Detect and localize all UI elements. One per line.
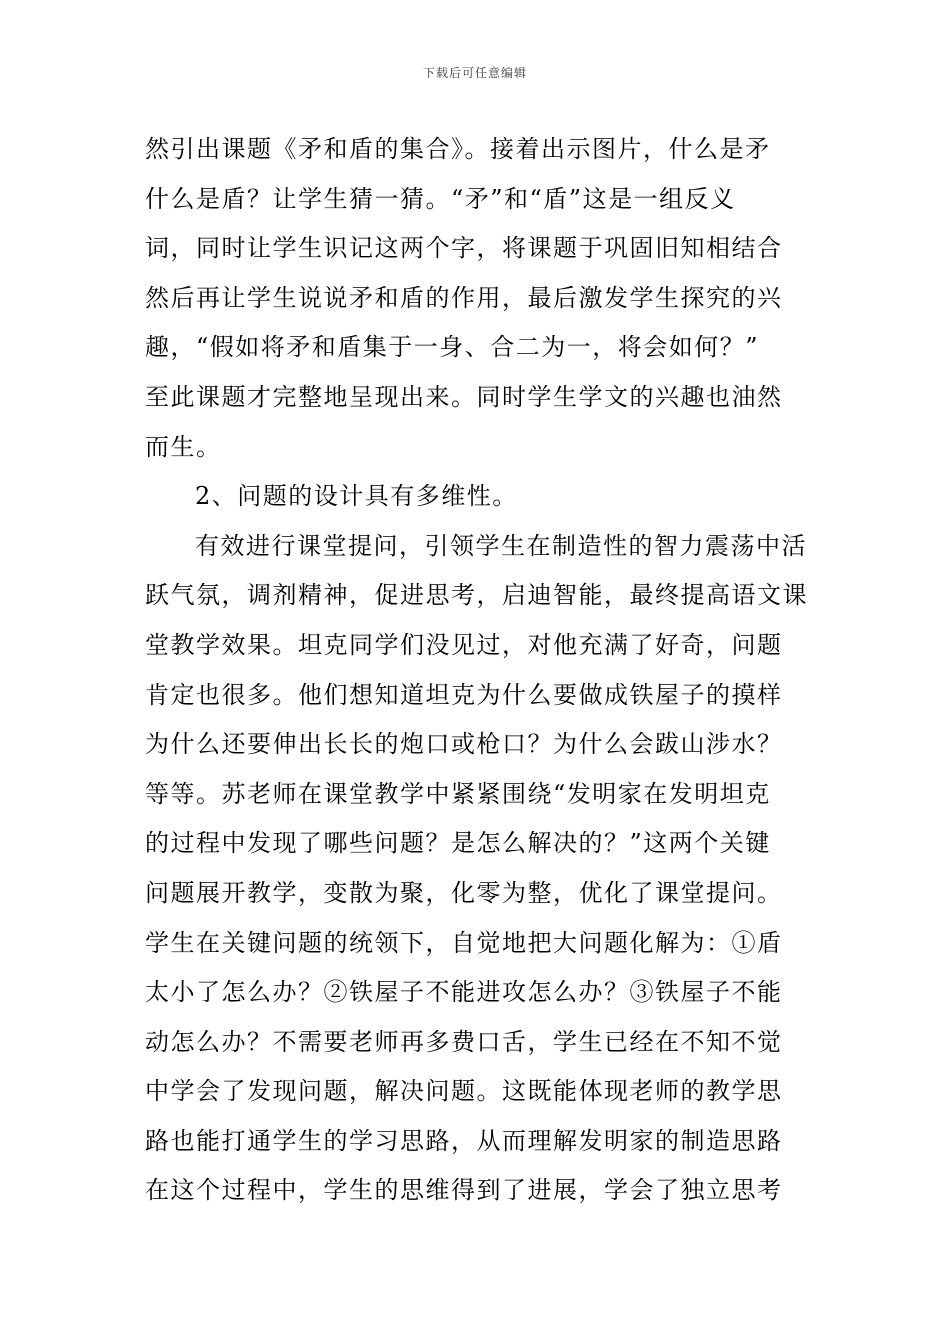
text-line: 路也能打通学生的学习思路，从而理解发明家的制造思路 (145, 1126, 783, 1155)
text-line: 什么是盾？让学生猜一猜。“矛”和“盾”这是一组反义 (145, 184, 736, 213)
text-line: 等等。苏老师在课堂教学中紧紧围绕“发明家在发明坦克 (145, 779, 771, 808)
text-line: 中学会了发现问题，解决问题。这既能体现老师的教学思 (145, 1077, 783, 1106)
page-header: 下载后可任意编辑 (422, 66, 527, 80)
text-line: 而生。 (145, 432, 222, 461)
text-line: 然后再让学生说说矛和盾的作用，最后激发学生探究的兴 (145, 283, 783, 312)
text-line: 的过程中发现了哪些问题？是怎么解决的？”这两个关键 (145, 829, 771, 858)
text-line: 趣，“假如将矛和盾集于一身、合二为一，将会如何？” (145, 333, 760, 362)
section-heading: 2、问题的设计具有多维性。 (195, 482, 518, 511)
text-line: 至此课题才完整地呈现出来。同时学生学文的兴趣也油然 (145, 382, 783, 411)
body-text (145, 125, 807, 1216)
paragraph-first-line: 有效进行课堂提问，引领学生在制造性的智力震荡中活 (195, 531, 807, 560)
text-line: 为什么还要伸出长长的炮口或枪口？为什么会跋山涉水？ (145, 730, 783, 759)
text-line: 在这个过程中，学生的思维得到了进展，学会了独立思考 (145, 1176, 783, 1205)
text-line: 动怎么办？不需要老师再多费口舌，学生已经在不知不觉 (145, 1027, 783, 1056)
text-line: 跃气氛，调剂精神，促进思考，启迪智能，最终提高语文课 (145, 581, 808, 610)
text-line: 太小了怎么办？②铁屋子不能进攻怎么办？③铁屋子不能 (145, 978, 783, 1007)
text-line: 然引出课题《矛和盾的集合》。接着出示图片，什么是矛 (145, 135, 771, 163)
text-line: 问题展开教学，变散为聚，化零为整，优化了课堂提问。 (145, 878, 783, 907)
text-line: 词，同时让学生识记这两个字，将课题于巩固旧知相结合 (145, 234, 783, 263)
text-line: 肯定也很多。他们想知道坦克为什么要做成铁屋子的摸样 (145, 680, 783, 709)
text-line: 堂教学效果。坦克同学们没见过，对他充满了好奇，问题 (145, 630, 783, 659)
text-line: 学生在关键问题的统领下，自觉地把大问题化解为：①盾 (145, 928, 783, 957)
